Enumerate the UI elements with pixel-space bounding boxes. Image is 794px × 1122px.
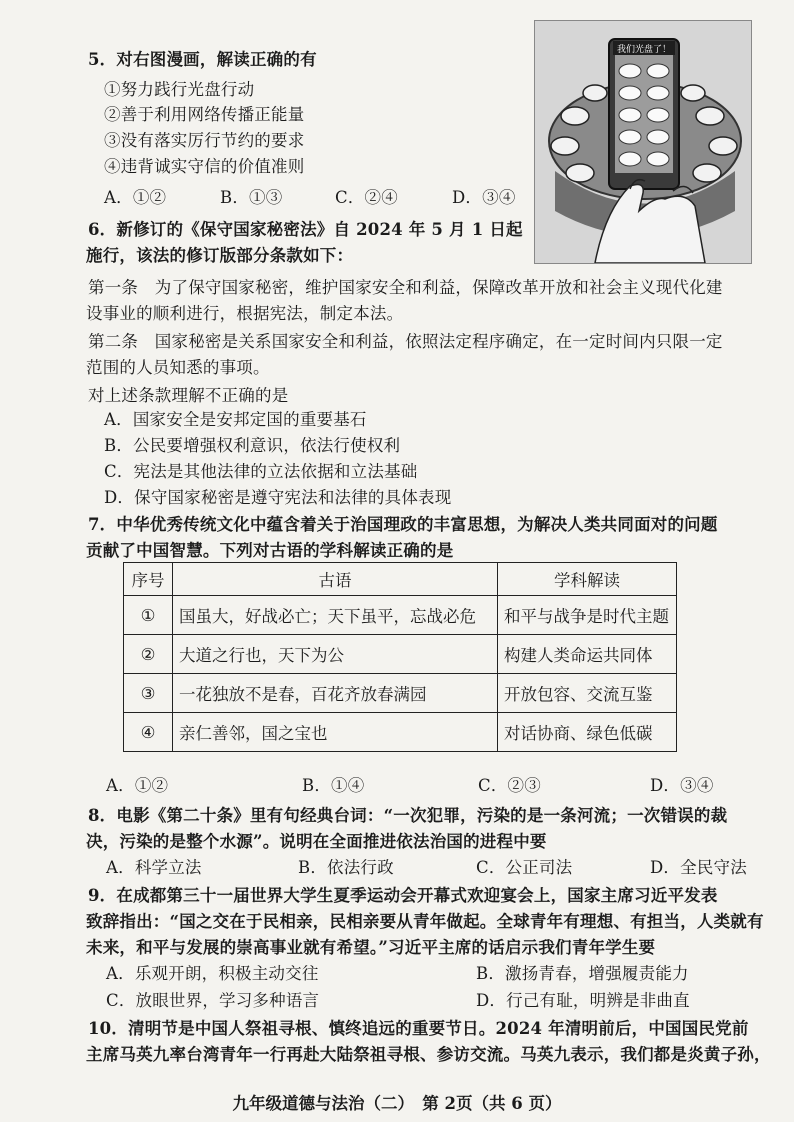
q6-option-a: A．国家安全是安邦定国的重要基石 — [104, 410, 367, 429]
page-footer: 九年级道德与法治（二） 第 2页（共 6 页） — [232, 1094, 562, 1113]
cartoon-caption: 我们光盘了！ — [616, 45, 672, 55]
q9-stem-line1: 9．在成都第三十一届世界大学生夏季运动会开幕式欢迎宴会上，国家主席习近平发表 — [88, 886, 718, 905]
q8-option-a: A．科学立法 — [106, 858, 202, 877]
q9-option-d: D．行己有耻，明辨是非曲直 — [476, 991, 690, 1010]
q6-article2-line2: 范围的人员知悉的事项。 — [86, 358, 270, 377]
table-cell: 国虽大，好战必亡；天下虽平，忘战必危 — [173, 596, 498, 635]
table-row — [124, 713, 677, 752]
table-row — [124, 596, 677, 635]
q6-article2-line1: 第二条 国家秘密是关系国家安全和利益，依照法定程序确定，在一定时间内只限一定 — [88, 332, 723, 351]
q9-option-c: C．放眼世界，学习多种语言 — [106, 991, 320, 1010]
cartoon-image — [534, 20, 752, 264]
q8-option-b: B．依法行政 — [298, 858, 394, 877]
q6-option-c: C．宪法是其他法律的立法依据和立法基础 — [104, 462, 418, 481]
q7-table — [123, 562, 677, 752]
q6-ask: 对上述条款理解不正确的是 — [88, 386, 289, 405]
q5-item-1: ①努力践行光盘行动 — [104, 80, 255, 99]
q5-item-2: ②善于利用网络传播正能量 — [104, 105, 305, 124]
q6-option-d: D．保守国家秘密是遵守宪法和法律的具体表现 — [104, 488, 452, 507]
table-header-row — [124, 563, 677, 596]
q7-option-b: B．①④ — [302, 776, 365, 795]
table-cell: 大道之行也，天下为公 — [173, 635, 498, 674]
q7-option-d: D．③④ — [650, 776, 714, 795]
table-header: 序号 — [124, 563, 173, 596]
q6-article1-line2: 设事业的顺利进行，根据宪法，制定本法。 — [86, 304, 404, 323]
table-cell: 和平与战争是时代主题 — [498, 596, 677, 635]
q7-stem-line2: 贡献了中国智慧。下列对古语的学科解读正确的是 — [86, 541, 454, 560]
q8-option-c: C．公正司法 — [476, 858, 573, 877]
table-header: 学科解读 — [498, 563, 677, 596]
table-cell: 开放包容、交流互鉴 — [498, 674, 677, 713]
q5-option-d: D．③④ — [452, 188, 516, 207]
table-row — [124, 674, 677, 713]
q6-stem-line2: 施行，该法的修订版部分条款如下： — [86, 246, 354, 265]
q9-stem-line3: 未来，和平与发展的崇高事业就有希望。”习近平主席的话启示我们青年学生要 — [86, 938, 656, 957]
q9-option-a: A．乐观开朗，积极主动交往 — [106, 964, 319, 983]
q7-option-c: C．②③ — [478, 776, 541, 795]
q10-stem-line1: 10．清明节是中国人祭祖寻根、慎终追远的重要节日。2024 年清明前后，中国国民党前 — [88, 1019, 749, 1038]
table-cell: ① — [124, 596, 173, 635]
q8-option-d: D．全民守法 — [650, 858, 747, 877]
table-cell: 对话协商、绿色低碳 — [498, 713, 677, 752]
table-row — [124, 635, 677, 674]
table-cell: ② — [124, 635, 173, 674]
q9-stem-line2: 致辞指出：“国之交在于民相亲，民相亲要从青年做起。全球青年有理想、有担当，人类就有 — [86, 912, 764, 931]
q5-option-b: B．①③ — [220, 188, 283, 207]
q6-article1-line1: 第一条 为了保守国家秘密，维护国家安全和利益，保障改革开放和社会主义现代化建 — [88, 278, 723, 297]
table-header: 古语 — [173, 563, 498, 596]
cartoon-drawing — [535, 21, 751, 263]
q7-stem-line1: 7．中华优秀传统文化中蕴含着关于治国理政的丰富思想，为解决人类共同面对的问题 — [88, 515, 718, 534]
q10-stem-line2: 主席马英九率台湾青年一行再赴大陆祭祖寻根、参访交流。马英九表示，我们都是炎黄子孙， — [86, 1045, 771, 1064]
q5-item-3: ③没有落实厉行节约的要求 — [104, 131, 305, 150]
q5-option-a: A．①② — [104, 188, 167, 207]
q8-stem-line2: 决，污染的是整个水源”。说明在全面推进依法治国的进程中要 — [86, 832, 547, 851]
q6-option-b: B．公民要增强权利意识，依法行使权利 — [104, 436, 401, 455]
q7-option-a: A．①② — [106, 776, 169, 795]
table-cell: 亲仁善邻，国之宝也 — [173, 713, 498, 752]
q5-option-c: C．②④ — [335, 188, 398, 207]
table-cell: ③ — [124, 674, 173, 713]
q9-option-b: B．激扬青春，增强履责能力 — [476, 964, 689, 983]
q5-stem: 5．对右图漫画，解读正确的有 — [88, 50, 317, 69]
q5-item-4: ④违背诚实守信的价值准则 — [104, 157, 305, 176]
q8-stem-line1: 8．电影《第二十条》里有句经典台词：“一次犯罪，污染的是一条河流；一次错误的裁 — [88, 806, 728, 825]
table-cell: 构建人类命运共同体 — [498, 635, 677, 674]
q6-stem-line1: 6．新修订的《保守国家秘密法》自 2024 年 5 月 1 日起 — [88, 220, 523, 239]
table-cell: 一花独放不是春，百花齐放春满园 — [173, 674, 498, 713]
table-cell: ④ — [124, 713, 173, 752]
